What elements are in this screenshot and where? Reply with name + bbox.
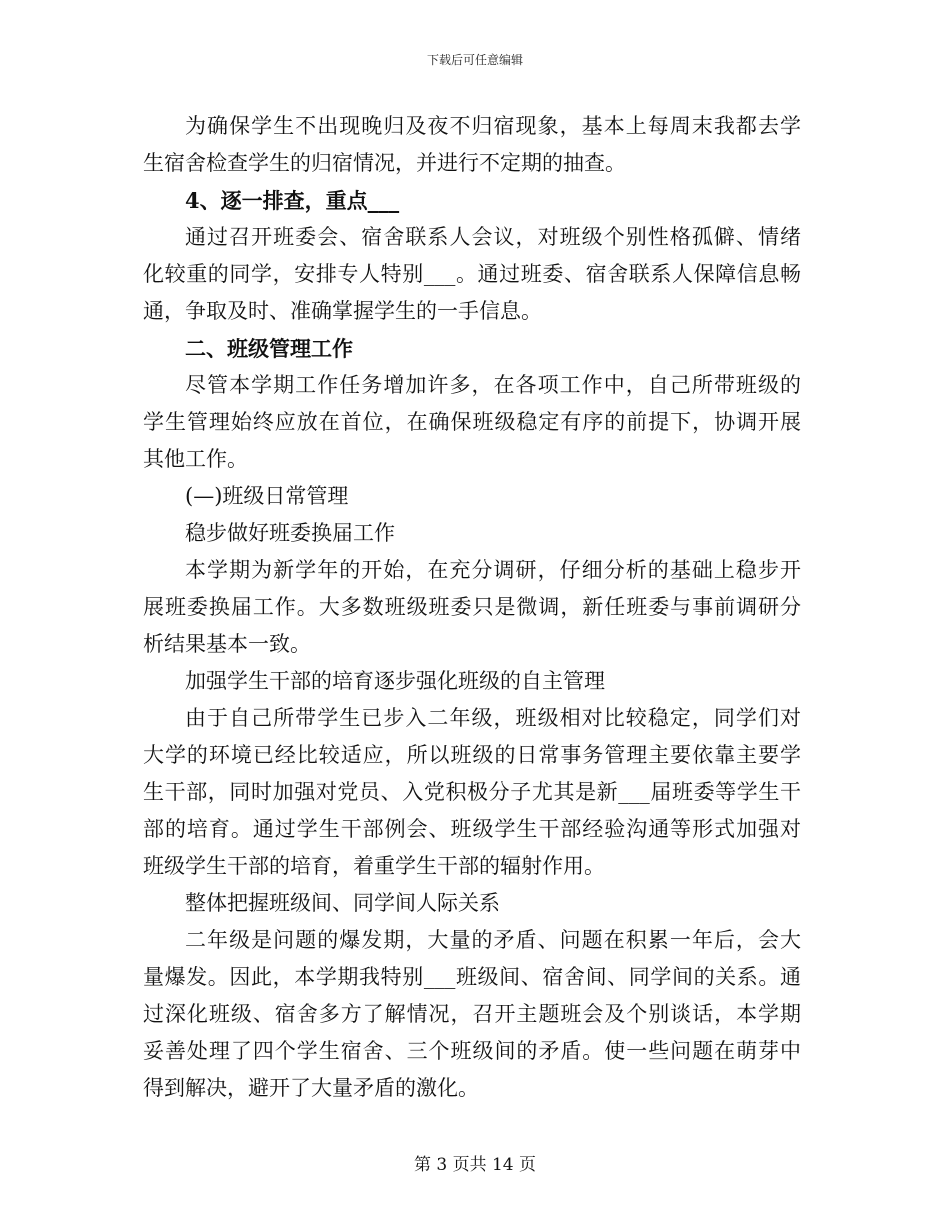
paragraph (143, 108, 801, 182)
text-line: 大学的环境已经比较适应，所以班级的日常事务管理主要依靠主要学 (143, 743, 801, 767)
page-number: 第 3 页共 14 页 (413, 1155, 537, 1175)
text-line: 整体把握班级间、同学间人际关系 (185, 891, 500, 915)
text-line: 由于自己所带学生已步入二年级，班级相对比较稳定，同学们对 (185, 706, 801, 730)
text-line: 二年级是问题的爆发期，大量的矛盾、问题在积累一年后，会大 (185, 928, 801, 952)
paragraph (143, 663, 801, 700)
text-line: 生干部，同时加强对党员、入党积极分子尤其是新___届班委等学生干 (143, 780, 801, 804)
text-line: 4、逐一排查，重点___ (185, 188, 400, 213)
paragraph (143, 700, 801, 885)
text-line: 通，争取及时、准确掌握学生的一手信息。 (143, 299, 542, 323)
text-line: 过深化班级、宿舍多方了解情况，召开主题班会及个别谈话，本学期 (143, 1002, 801, 1026)
text-line: 尽管本学期工作任务增加许多，在各项工作中，自己所带班级的 (185, 373, 801, 397)
text-line: (—)班级日常管理 (185, 484, 349, 508)
text-line: 得到解决，避开了大量矛盾的激化。 (143, 1076, 479, 1100)
text-line: 学生管理始终应放在首位，在确保班级稳定有序的前提下，协调开展 (143, 410, 801, 434)
section-heading (143, 330, 801, 367)
text-line: 加强学生干部的培育逐步强化班级的自主管理 (185, 669, 605, 693)
text-line: 班级学生干部的培育，着重学生干部的辐射作用。 (143, 854, 605, 878)
text-line: 为确保学生不出现晚归及夜不归宿现象，基本上每周末我都去学 (185, 114, 801, 138)
paragraph (143, 922, 801, 1107)
text-line: 其他工作。 (143, 447, 248, 471)
text-line: 通过召开班委会、宿舍联系人会议，对班级个别性格孤僻、情绪 (185, 225, 801, 249)
section-heading (143, 182, 801, 219)
text-line: 化较重的同学，安排专人特别___。通过班委、宿舍联系人保障信息畅 (143, 262, 801, 286)
paragraph (143, 367, 801, 478)
document-body (143, 108, 801, 1107)
text-line: 稳步做好班委换届工作 (185, 521, 395, 545)
text-line: 生宿舍检查学生的归宿情况，并进行不定期的抽查。 (143, 151, 626, 175)
paragraph (143, 219, 801, 330)
paragraph (143, 478, 801, 515)
paragraph (143, 552, 801, 663)
text-line: 展班委换届工作。大多数班级班委只是微调，新任班委与事前调研分 (143, 595, 801, 619)
paragraph (143, 885, 801, 922)
text-line: 妥善处理了四个学生宿舍、三个班级间的矛盾。使一些问题在萌芽中 (143, 1039, 801, 1063)
text-line: 部的培育。通过学生干部例会、班级学生干部经验沟通等形式加强对 (143, 817, 801, 841)
text-line: 析结果基本一致。 (143, 632, 311, 656)
text-line: 二、班级管理工作 (185, 336, 353, 361)
page-header-note: 下载后可任意编辑 (426, 53, 523, 67)
paragraph (143, 515, 801, 552)
text-line: 量爆发。因此，本学期我特别___班级间、宿舍间、同学间的关系。通 (143, 965, 801, 989)
text-line: 本学期为新学年的开始，在充分调研，仔细分析的基础上稳步开 (185, 558, 801, 582)
